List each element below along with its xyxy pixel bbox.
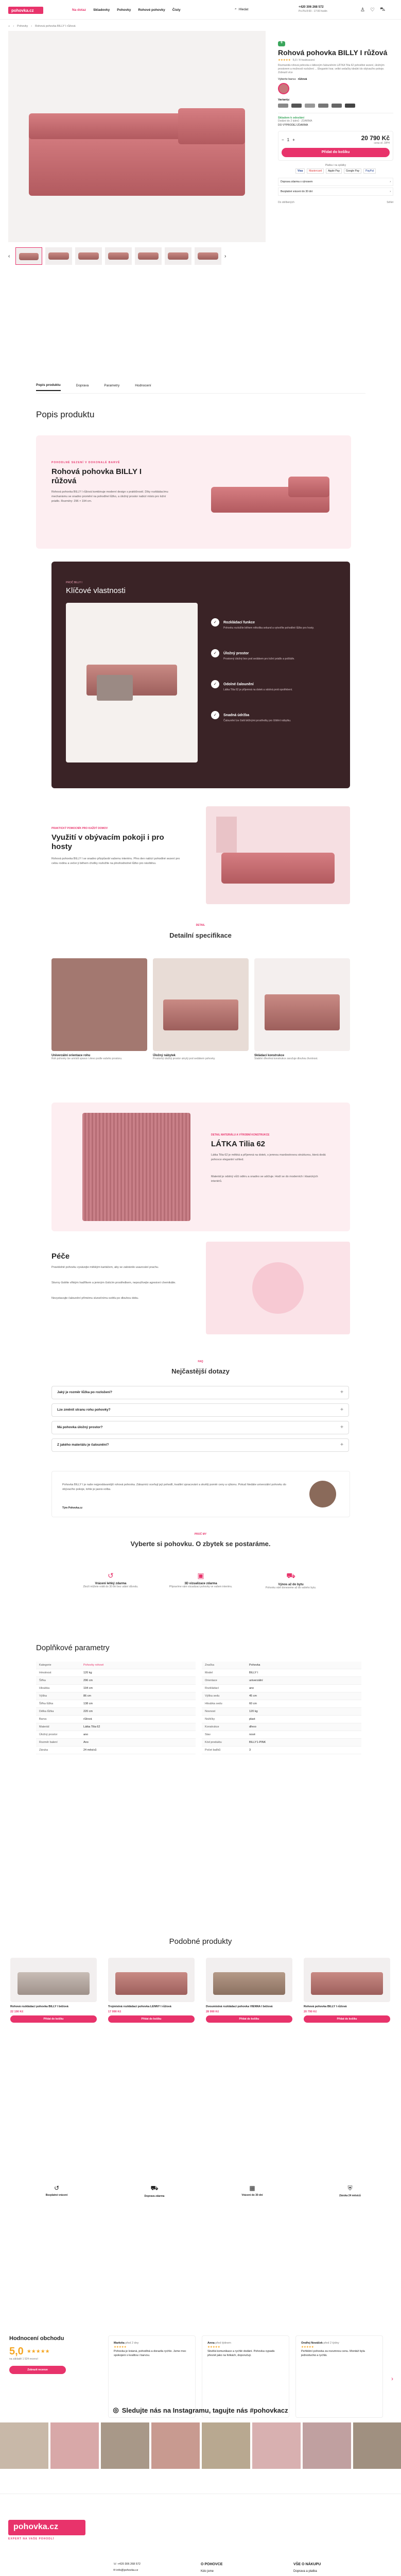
living-image — [206, 806, 350, 904]
param-row — [202, 1662, 361, 1669]
feature-item: ✓ Odolné čalounění Látka Tilia 62 je příjemná na dotek a odolná proti opotřebení. — [211, 680, 335, 692]
param-value: 296 cm — [80, 1677, 196, 1685]
usp-item: ⛟ Doprava zdarma — [113, 2184, 196, 2198]
param-value: BILLY I — [246, 1669, 361, 1677]
param-label: Model — [202, 1669, 246, 1677]
reviews-summary: Hodnocení obchodu 5,0 ★★★★★ na základě 1 524 recenzí Zobrazit recenze — [9, 2335, 92, 2374]
thumbnail[interactable] — [15, 247, 42, 265]
cart-icon[interactable]: ⛍ — [379, 7, 386, 12]
add-to-cart-button[interactable]: Přidat do košíku — [282, 148, 390, 157]
feature-icon: ✓ — [211, 649, 219, 657]
care-text: Skvrny čistěte vlhkým hadříkem a jemným čisticím prostředkem, nepoužívejte agresivní chemikálie. — [51, 1281, 176, 1284]
footer-tagline: EXPERT NA VAŠE POHODLÍ — [8, 2537, 55, 2540]
benefits-kicker: PROČ MY — [194, 1533, 207, 1536]
chevron-right-icon: › — [390, 180, 391, 183]
fabric-text: Látka Tilia 62 je měkká a příjemná na dotek, s jemnou manšestrovou strukturou, která dodá pohovce elegantní vzhled. — [211, 1154, 326, 1161]
param-label: Nožičky — [202, 1716, 246, 1723]
feature-icon: ✓ — [211, 711, 219, 719]
param-value: Látka Tilia 62 — [80, 1723, 196, 1731]
home-icon[interactable]: ⌂ — [8, 25, 10, 28]
chevron-left-icon[interactable]: ‹ — [8, 253, 10, 259]
similar-title: Podobné produkty — [169, 1937, 232, 1946]
features-panel — [51, 562, 350, 788]
plus-icon: + — [340, 1425, 343, 1430]
testimonial-text: Pohovka BILLY I je naše nejprodávanější rohová pohovka. Zákazníci oceňují její pohodlí, kvalitní zpracování a skvělý poměr ceny a výkonu. Pokud hledáte univerzální pohovku do obývacího pokoje, tohle je jasná volba. — [62, 1483, 286, 1491]
nav-item[interactable]: Čisty — [172, 8, 181, 12]
param-label: Šířka — [36, 1677, 80, 1685]
tab-parameters[interactable]: Parametry — [104, 384, 120, 387]
param-label: Výška — [36, 1692, 80, 1700]
param-value: 194 cm — [80, 1685, 196, 1692]
price: 20 790 Kč — [361, 134, 390, 142]
truck-icon: ⛟ — [286, 1571, 295, 1580]
variant-option[interactable] — [305, 104, 315, 108]
param-row — [36, 1700, 196, 1708]
fabric-image — [82, 1113, 190, 1221]
intro-text: Rohová pohovka BILLY I růžová kombinuje moderní design s praktičností. Díky rozkládacímu mechanismu se snadno promění na pohodlné lůžko, a úložný prostor nabízí místo pro ložní prádlo. Rozměry: 296 × 194 cm. — [51, 490, 168, 503]
short-description: Rozmanitá rohová pohovka s látkovým čalouněním LÁTKA Tilia 62 pohodlné sezení, úložným prostorem a možností rozložení ... Elegantní tvar, velké sedačky ideální do obývacího pokoje. Zobrazit více — [278, 64, 385, 74]
living-kicker: PRAKTICKÝ POMOCNÍK PRO KAŽDÝ DOMOV — [51, 827, 108, 830]
breadcrumb: ⌂ › Pohovky › Rohová pohovka BILLY I růžová — [8, 25, 76, 28]
product-title: Rohová pohovka BILLY I růžová — [278, 48, 388, 57]
chevron-right-icon: › — [390, 190, 391, 193]
add-to-cart-button[interactable]: Přidat do košíku — [304, 2015, 390, 2023]
instagram-photo[interactable] — [303, 2422, 351, 2469]
faq-title: Nejčastější dotazy — [171, 1367, 230, 1375]
param-label: Materiál — [36, 1723, 80, 1731]
payment-methods — [278, 168, 393, 174]
color-swatch[interactable] — [278, 83, 289, 94]
param-value: BILLY1-PINK — [246, 1739, 361, 1747]
param-label: Stav — [202, 1731, 246, 1739]
param-value: 24 měsíců — [80, 1747, 196, 1754]
fabric-title: LÁTKA Tilia 62 — [211, 1140, 266, 1148]
faq-item[interactable]: Jaký je rozměr lůžka po rozložení? + — [51, 1386, 349, 1399]
param-label: Délka lůžka — [36, 1708, 80, 1716]
color-label: Vyberte barvu: růžová — [278, 78, 307, 81]
param-label: Rozkládací — [202, 1685, 246, 1692]
param-label: Kategorie — [36, 1662, 80, 1669]
product-card[interactable]: Rohová pohovka BILLY I růžová 20 790 Kč Přidat do košíku — [304, 1958, 390, 2023]
truck-icon: ⛟ — [150, 2184, 159, 2192]
reviews-score: 5,0 — [9, 2346, 24, 2357]
care-image — [206, 1242, 350, 1334]
pay-label: Platba i na splátky — [325, 164, 346, 167]
param-row — [36, 1723, 196, 1731]
main-image[interactable] — [8, 31, 266, 242]
heart-icon[interactable]: ♡ — [370, 7, 375, 13]
param-row — [202, 1708, 361, 1716]
feature-icon: ✓ — [211, 618, 219, 626]
param-row — [202, 1700, 361, 1708]
param-value: Pohovky rohové — [80, 1662, 196, 1669]
usp-item: ↺ Bezplatné vrácení — [15, 2184, 98, 2197]
intro-panel — [36, 435, 351, 549]
section-heading: Popis produktu — [36, 410, 95, 419]
product-tabs — [36, 381, 365, 394]
instagram-photo[interactable] — [252, 2422, 301, 2469]
sofa-back — [29, 113, 183, 139]
chevron-right-icon[interactable]: › — [224, 253, 226, 259]
share-link[interactable]: Sdílet — [387, 201, 393, 204]
thumbnail[interactable] — [135, 247, 162, 265]
param-value: nové — [246, 1731, 361, 1739]
product-card[interactable]: Trojmístná rozkládací pohovka LENNY I růžová 17 990 Kč Přidat do košíku — [108, 1958, 195, 2023]
param-value: Ano — [80, 1739, 196, 1747]
return-icon: ↺ — [54, 2184, 60, 2192]
detail-card: Úložný nábytek Prostorný úložný prostor ukrytý pod sedákem pohovky. — [153, 958, 249, 1061]
footer-column: VŠE O NÁKUPU Doprava a platba — [293, 2561, 327, 2576]
header — [0, 0, 401, 20]
instagram-photo[interactable] — [202, 2422, 250, 2469]
param-value: růžová — [80, 1716, 196, 1723]
rating[interactable]: ★★★★★ 5,0 / 4 hodnocení — [278, 59, 315, 62]
param-label: Hmotnost — [36, 1669, 80, 1677]
fabric-text: Materiál je odolný vůči oděru a snadno se udržuje. Hodí se do moderních i klasických interiérů. — [211, 1175, 318, 1183]
intro-title: Rohová pohovka BILLY I růžová — [51, 467, 142, 485]
param-row — [36, 1716, 196, 1723]
return-icon: ↺ — [108, 1571, 114, 1580]
footer-link[interactable]: Kdo jsme — [201, 2570, 214, 2573]
thumbnail[interactable] — [105, 247, 132, 265]
payment-method: Visa — [295, 168, 305, 174]
breadcrumb-item[interactable]: Pohovky — [17, 25, 28, 28]
param-row — [202, 1747, 361, 1754]
review-card: Markéta před 2 dny ★★★★★ Pohovka je krásná, pohodlná a dorazila rychle. Jsme moc spokojeni s kvalitou i barvou. — [108, 2335, 196, 2418]
param-row — [202, 1685, 361, 1692]
living-section — [51, 806, 350, 909]
param-row — [202, 1677, 361, 1685]
param-value: dřevo — [246, 1723, 361, 1731]
plus-icon: + — [340, 1442, 343, 1448]
care-text: Nevystavujte čalounění přímému slunečnímu světlu po dlouhou dobu. — [51, 1297, 139, 1300]
param-label: Orientace — [202, 1677, 246, 1685]
breadcrumb-item: Rohová pohovka BILLY I růžová — [35, 25, 76, 28]
footer — [0, 2494, 401, 2576]
thumbnail[interactable] — [45, 247, 72, 265]
shield-icon: ⛨ — [347, 2184, 353, 2192]
instagram-icon: ◎ — [113, 2406, 119, 2414]
living-title: Využití v obývacím pokoji i pro hosty — [51, 833, 164, 851]
fabric-kicker: DETAIL MATERIÁLU A VÝROBNÍ KONSTRUKCE — [211, 1133, 270, 1137]
faq-item[interactable]: Lze změnit stranu rohu pohovky? + — [51, 1403, 349, 1417]
footer-contact — [113, 2561, 141, 2573]
living-text: Rohová pohovka BILLY I se snadno přizpůsobí vašemu interiéru. Přes den nabízí pohodlné sezení pro celou rodinu a večer ji během chvilky rozložíte na plnohodnotné lůžko pro návštěvu. — [51, 857, 180, 865]
param-label: Hloubka — [36, 1685, 80, 1692]
variant-list — [278, 104, 393, 108]
feature-icon: ✓ — [211, 680, 219, 688]
footer-column: O POHOVCE Kdo jsme — [201, 2561, 222, 2576]
param-label: Nosnost — [202, 1708, 246, 1716]
detail-card: Skládací konstrukce Stabilní dřevěná konstrukce zaručuje dlouhou životnost. — [254, 958, 350, 1061]
product-card[interactable]: Rohová rozkládací pohovka BILLY I béžová 22 190 Kč Přidat do košíku — [10, 1958, 97, 2023]
variant-option[interactable] — [345, 104, 355, 108]
param-value: ano — [246, 1685, 361, 1692]
benefit-item: ▣ 3D vizualizace zdarma Připravíme vám vizualizaci pohovky ve vašem interiéru. — [167, 1571, 234, 1589]
instagram-photo[interactable] — [0, 2422, 48, 2469]
nav-item[interactable]: Skladovky — [93, 8, 110, 12]
fabric-panel — [51, 1103, 350, 1231]
variant-option[interactable] — [278, 104, 288, 108]
feature-item: ✓ Rozkládací funkce Pohovku rozložíte během několika sekund a vytvoříte pohodlné lůžko pro hosty. — [211, 618, 335, 630]
param-value: 45 cm — [246, 1692, 361, 1700]
chevron-right-icon[interactable]: › — [391, 2375, 393, 2382]
param-row — [36, 1692, 196, 1700]
benefit-item: ↺ Vrácení lehký zdarma Zboží můžete vrátit do 30 dní bez udání důvodu. — [77, 1571, 144, 1589]
param-row — [202, 1739, 361, 1747]
features-image — [66, 603, 198, 762]
sofa-chaise — [178, 108, 245, 144]
instagram-photo[interactable] — [353, 2422, 401, 2469]
param-label: Výška sedu — [202, 1692, 246, 1700]
add-to-cart-button[interactable]: Přidat do košíku — [108, 2015, 195, 2023]
review-card: Ondřej Nováček před 2 týdny ★★★★★ Perfektní pohovka za rozumnou cenu. Montáž byla jednoduchá a rychlá. — [295, 2335, 383, 2418]
add-to-cart-button[interactable]: Přidat do košíku — [206, 2015, 292, 2023]
param-row — [36, 1731, 196, 1739]
show-reviews-button[interactable]: Zobrazit recenze — [9, 2366, 66, 2374]
mail-icon: ✉ — [113, 2569, 116, 2572]
params-table-left — [36, 1662, 196, 1754]
header-icons — [360, 7, 385, 13]
benefits-title: Vyberte si pohovku. O zbytek se postaráme. — [130, 1540, 271, 1548]
param-row — [36, 1677, 196, 1685]
usp-item: ▦ Vrácení do 30 dní — [211, 2184, 293, 2197]
instagram-photo[interactable] — [151, 2422, 200, 2469]
user-icon[interactable]: ♙ — [360, 7, 365, 13]
feature-item: ✓ Úložný prostor Prostorný úložný box pod sedákem pro ložní prádlo a polštáře. — [211, 649, 335, 661]
param-label: Rozměr balení — [36, 1739, 80, 1747]
payment-method: Mastercard — [307, 168, 324, 174]
tab-description[interactable]: Popis produktu — [36, 383, 61, 391]
extra-info[interactable]: Doprava zdarma s výnosem › — [278, 178, 393, 186]
payment-method: Google Pay — [344, 168, 361, 174]
param-value: 86 cm — [80, 1692, 196, 1700]
review-card: Anna před týdnem ★★★★★ Skvělá komunikace a rychlé dodání. Pohovka vypadá přesně jako na fotkách, doporučuji. — [202, 2335, 289, 2418]
param-label: Hloubka sedu — [202, 1700, 246, 1708]
badge: 6 — [278, 41, 285, 46]
price-box: − 1 + 20 790 Kč cena vč. DPH Přidat do košíku — [278, 131, 393, 161]
thumbnail-strip — [8, 247, 229, 265]
product-info — [278, 41, 393, 204]
footer-link[interactable]: Doprava a platba — [293, 2570, 317, 2573]
phone-block[interactable]: +420 306 268 572 Po-Pá 8:00 - 17:00 hodin — [299, 6, 327, 13]
delivery-label: DO VÝPRODEJ ZDARMA — [278, 124, 308, 127]
care-section — [51, 1242, 350, 1345]
features-kicker: PROČ BILLY I — [66, 581, 82, 584]
param-value: 60 cm — [246, 1700, 361, 1708]
testimonial — [51, 1471, 350, 1517]
benefit-item: ⛟ Výnos až do bytu Pohovku vám doneseme až do vašeho bytu. — [257, 1571, 324, 1590]
nav-item[interactable]: Rohové pohovky — [138, 8, 165, 12]
param-value: 3 — [246, 1747, 361, 1754]
variant-option[interactable] — [318, 104, 328, 108]
thumbnail[interactable] — [165, 247, 191, 265]
stock-info: Dodání do 2 týdnů · ZDARMA — [278, 120, 312, 123]
payment-method: PayPal — [363, 168, 376, 174]
param-value: univerzální — [246, 1677, 361, 1685]
param-row — [36, 1747, 196, 1754]
intro-image — [206, 456, 340, 528]
usp-item: ⛨ Záruka 24 měsíců — [309, 2184, 391, 2197]
param-value: 138 cm — [80, 1700, 196, 1708]
faq-item[interactable]: Z jakého materiálu je čalounění? + — [51, 1438, 349, 1452]
search-icon: ⌕ — [235, 7, 237, 11]
footer-phone[interactable]: ☏ +420 306 268 572 — [113, 2563, 141, 2566]
param-label: Šířka lůžka — [36, 1700, 80, 1708]
feature-item: ✓ Snadná údržba Čalounění lze čistit běžnými prostředky pro čištění nábytku. — [211, 711, 335, 723]
details-kicker: DETAIL — [196, 924, 205, 927]
param-label: Úložný prostor — [36, 1731, 80, 1739]
param-value: ano — [80, 1731, 196, 1739]
param-row — [202, 1731, 361, 1739]
param-row — [36, 1669, 196, 1677]
extra-info[interactable]: Bezplatné vrácení do 30 dní › — [278, 188, 393, 196]
care-text: Pravidelně pohovku vysávejte měkkým kartáčem, aby se zabránilo usazování prachu. — [51, 1266, 159, 1269]
param-label: Konstrukce — [202, 1723, 246, 1731]
phone-icon: ☏ — [113, 2563, 117, 2566]
param-value: 120 kg — [246, 1708, 361, 1716]
param-value: Pohovka — [246, 1662, 361, 1669]
plus-icon: + — [340, 1389, 343, 1395]
cube-icon: ▣ — [197, 1571, 204, 1580]
features-title: Klíčové vlastnosti — [66, 586, 126, 595]
thumbnail[interactable] — [75, 247, 102, 265]
param-label: Kód produktu — [202, 1739, 246, 1747]
param-row — [202, 1723, 361, 1731]
testimonial-author: Tým Pohovka.cz — [62, 1506, 83, 1510]
param-value: 220 cm — [80, 1708, 196, 1716]
param-label: Značka — [202, 1662, 246, 1669]
params-title: Doplňkové parametry — [36, 1643, 110, 1652]
param-label: Barva — [36, 1716, 80, 1723]
tab-reviews[interactable]: Hodnocení — [135, 384, 151, 387]
details-title: Detailní specifikace — [169, 931, 232, 939]
detail-card: Univerzální orientace rohu Roh pohovky lze umístit vpravo i vlevo podle vašeho prostoru. — [51, 958, 147, 1061]
care-title: Péče — [51, 1252, 70, 1261]
tab-shipping[interactable]: Doprava — [76, 384, 89, 387]
params-table-right — [202, 1662, 361, 1754]
instagram-heading: ◎ Sledujte nás na Instagramu, tagujte nás #pohovkacz — [113, 2406, 288, 2414]
param-row — [36, 1708, 196, 1716]
param-value: 120 kg — [80, 1669, 196, 1677]
variant-option[interactable] — [291, 104, 302, 108]
avatar — [309, 1481, 336, 1507]
footer-email[interactable]: ✉ info@pohovka.cz — [113, 2569, 138, 2572]
faq-item[interactable]: Má pohovka úložný prostor? + — [51, 1421, 349, 1434]
nav-item[interactable]: Pohovky — [117, 8, 131, 12]
instagram-photo[interactable] — [101, 2422, 149, 2469]
stock-label: Skladem k odeslání — [278, 116, 305, 120]
quantity-stepper[interactable]: − 1 + — [282, 137, 295, 142]
param-row — [36, 1662, 196, 1669]
product-card[interactable]: Dvoumístná rozkládací pohovka VIENNA I béžová 28 990 Kč Přidat do košíku — [206, 1958, 292, 2023]
variant-option[interactable] — [332, 104, 342, 108]
nav-item[interactable]: Na dotaz — [72, 8, 86, 12]
param-row — [202, 1669, 361, 1677]
wishlist-link[interactable]: Do oblíbených — [278, 201, 294, 204]
variants-label: Varianty: — [278, 98, 290, 101]
param-label: Záruka — [36, 1747, 80, 1754]
calendar-icon: ▦ — [249, 2184, 255, 2192]
param-label: Počet balíků — [202, 1747, 246, 1754]
param-row — [202, 1692, 361, 1700]
footer-logo[interactable]: pohovka.cz — [8, 2520, 85, 2535]
param-row — [36, 1739, 196, 1747]
intro-kicker: POHODLNÉ SEZENÍ V DOKONALÉ BARVĚ — [51, 461, 120, 464]
faq-kicker: FAQ — [198, 1360, 203, 1363]
instagram-photo[interactable] — [50, 2422, 99, 2469]
plus-icon: + — [340, 1407, 343, 1413]
add-to-cart-button[interactable]: Přidat do košíku — [10, 2015, 97, 2023]
thumbnail[interactable] — [195, 247, 221, 265]
reviews-count: na základě 1 524 recenzí — [9, 2358, 38, 2361]
param-row — [36, 1685, 196, 1692]
param-value: plast — [246, 1716, 361, 1723]
search-button[interactable]: ⌕ Hledat — [235, 7, 249, 11]
main-nav — [72, 8, 181, 12]
param-row — [202, 1716, 361, 1723]
logo[interactable]: pohovka.cz — [8, 7, 43, 14]
reviews-title: Hodnocení obchodu — [9, 2335, 64, 2342]
payment-method: Apple Pay — [326, 168, 342, 174]
